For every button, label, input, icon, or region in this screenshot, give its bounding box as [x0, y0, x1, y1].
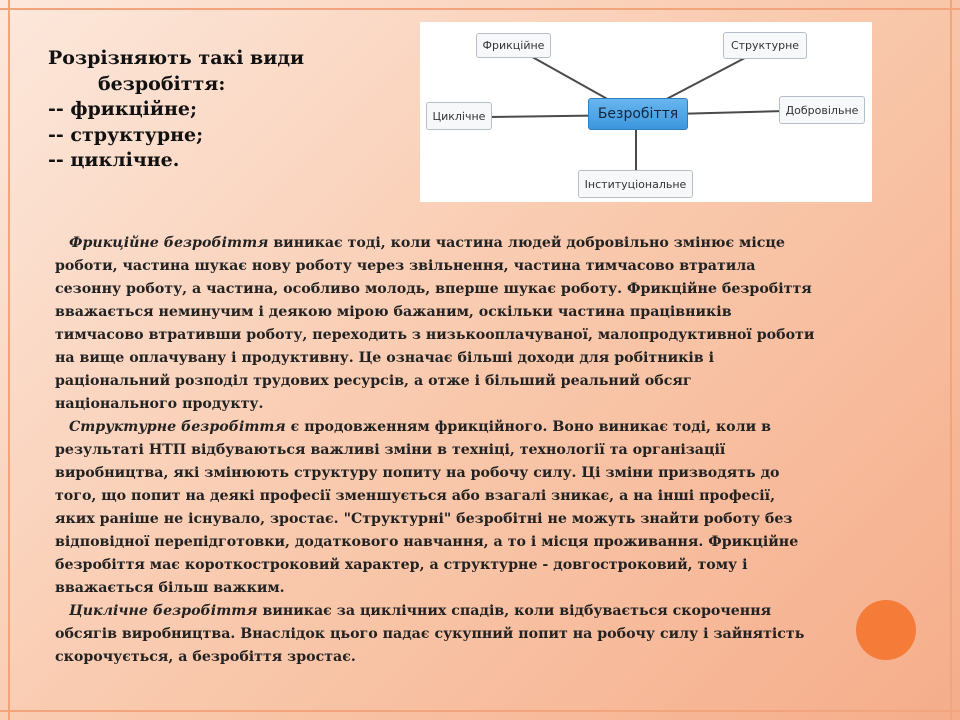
- node-voluntary: Добровільне: [779, 96, 865, 124]
- unemployment-mind-map: [420, 22, 872, 202]
- heading-item-frictional: -- фрикційне;: [48, 98, 197, 120]
- paragraph-structural-text: є продовженням фрикційного. Воно виникає тоді, коли в результаті НТП відбуваються важливі зміни в техніці, технології та організації виробництва, які змінюють структуру попиту на робочу силу. Ці зміни призводять до того, що попит на деякі професії зменшується або взагалі зникає, а на інші професії, яких раніше не існувало, зростає. "Структурні" безробітні не можуть знайти роботу без відповідної перепідготовки, додаткового навчання, а то і місця проживання. Фрикційне безробіття має короткостроковий характер, а структурне - довгостроковий, тому і вважається більш важким.: [55, 419, 799, 596]
- frame-line-bottom: [0, 710, 960, 712]
- heading-item-cyclical: -- циклічне.: [48, 149, 180, 171]
- slide-heading: [48, 46, 378, 174]
- term-cyclical: Циклічне безробіття: [69, 603, 258, 619]
- node-structural: Структурне: [723, 32, 807, 59]
- node-institutional: Інституціональне: [578, 170, 693, 198]
- paragraph-structural: [55, 416, 815, 600]
- heading-line-1: Розрізняють такі види: [48, 47, 305, 69]
- paragraph-frictional: [55, 232, 815, 416]
- term-structural: Структурне безробіття: [69, 419, 286, 435]
- node-cyclical: Циклічне: [426, 102, 492, 130]
- paragraph-cyclical: [55, 600, 815, 669]
- frame-line-top: [0, 8, 960, 10]
- frame-line-left: [8, 0, 10, 720]
- frame-line-right: [950, 0, 952, 720]
- paragraph-cyclical-text: виникає за циклічних спадів, коли відбувається скорочення обсягів виробництва. Внаслідок цього падає сукупний попит на робочу силу і зайнятість скорочується, а безробіття зростає.: [55, 603, 805, 665]
- body-text: [55, 232, 815, 669]
- heading-item-structural: -- структурне;: [48, 123, 204, 146]
- decorative-orange-circle: [856, 600, 916, 660]
- paragraph-frictional-text: виникає тоді, коли частина людей добровільно змінює місце роботи, частина шукає нову роботу через звільнення, частина тимчасово втратила сезонну роботу, а частина, особливо молодь, вперше шукає роботу. Фрикційне безробіття вважається неминучим і деякою мірою бажаним, оскільки частина працівників тимчасово втративши роботу, переходить з низькооплачуваної, малопродуктивної роботи на вище оплачувану і продуктивну. Це означає більші доходи для робітників і раціональний розподіл трудових ресурсів, а отже і більший реальний обсяг національного продукту.: [55, 235, 815, 412]
- node-center-unemployment: Безробіття: [588, 98, 688, 130]
- node-frictional: Фрикційне: [476, 33, 551, 58]
- term-frictional: Фрикційне безробіття: [69, 235, 269, 251]
- heading-line-2: безробіття:: [98, 72, 226, 95]
